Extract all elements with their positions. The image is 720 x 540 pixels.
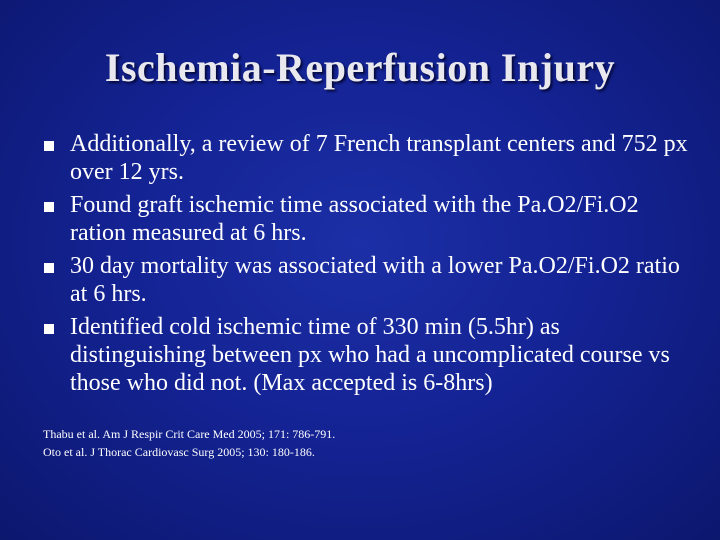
bullet-item	[44, 252, 694, 308]
reference-citation: Thabu et al. Am J Respir Crit Care Med 2005; 171: 786-791.	[43, 427, 336, 441]
bullet-list	[44, 130, 694, 402]
bullet-text: Additionally, a review of 7 French transplant centers and 752 px over 12 yrs.	[70, 131, 688, 185]
bullet-item	[44, 191, 694, 247]
bullet-text: Identified cold ischemic time of 330 min (5.5hr) as distinguishing between px who had a uncomplicated course vs those who did not. (Max accepted is 6-8hrs)	[70, 314, 670, 396]
slide-title: Ischemia-Reperfusion Injury	[104, 45, 616, 90]
references	[43, 425, 703, 461]
reference-citation: Oto et al. J Thorac Cardiovasc Surg 2005; 130: 180-186.	[43, 445, 315, 459]
bullet-text: 30 day mortality was associated with a lower Pa.O2/Fi.O2 ratio at 6 hrs.	[70, 253, 680, 307]
bullet-item	[44, 130, 694, 186]
bullet-text: Found graft ischemic time associated with the Pa.O2/Fi.O2 ration measured at 6 hrs.	[70, 192, 639, 246]
square-bullet-icon	[44, 202, 54, 212]
bullet-item	[44, 313, 694, 397]
square-bullet-icon	[44, 141, 54, 151]
square-bullet-icon	[44, 263, 54, 273]
square-bullet-icon	[44, 324, 54, 334]
